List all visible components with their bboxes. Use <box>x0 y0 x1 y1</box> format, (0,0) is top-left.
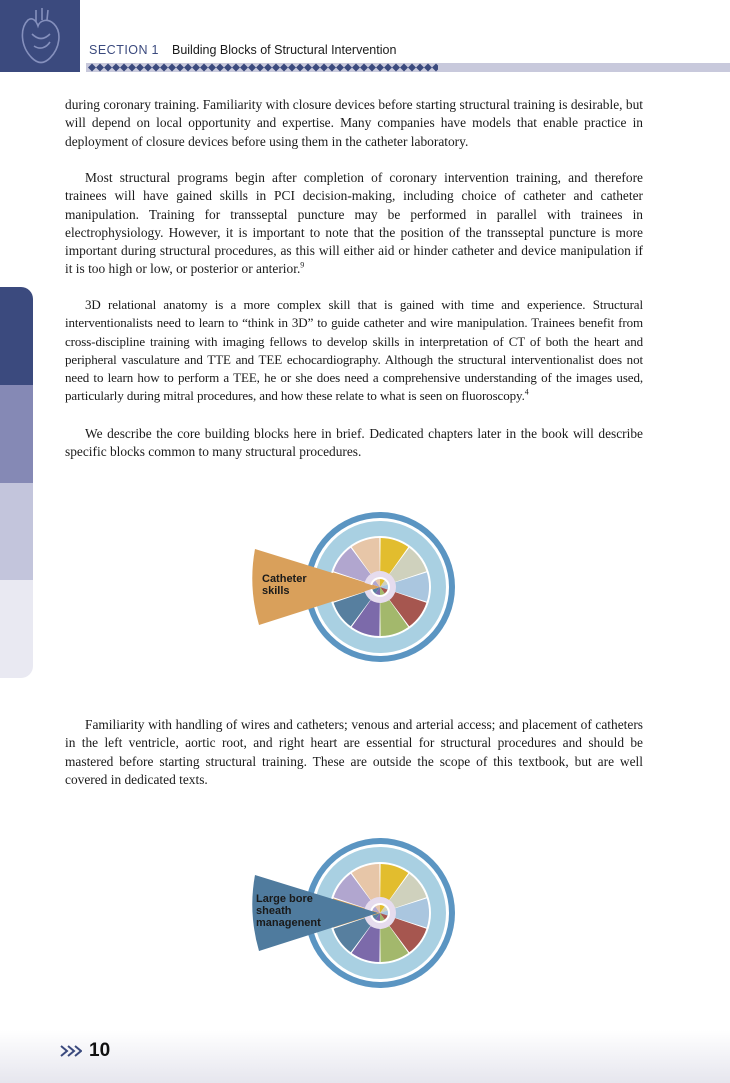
diamond-ornament <box>360 64 368 72</box>
double-chevron-icon <box>60 1045 82 1057</box>
diamond-ornament <box>384 64 392 72</box>
diamond-ornament <box>216 64 224 72</box>
diamond-ornament <box>416 64 424 72</box>
diamond-ornament <box>272 64 280 72</box>
side-tab-3 <box>0 483 33 580</box>
paragraph-2 <box>65 169 643 279</box>
diamond-ornament <box>328 64 336 72</box>
diamond-ornament <box>96 64 104 72</box>
diamond-ornament <box>424 64 432 72</box>
reference-9: 9 <box>300 261 305 271</box>
diamond-ornament <box>248 64 256 72</box>
diamond-ornament <box>192 64 200 72</box>
diamond-ornament <box>128 64 136 72</box>
figure-catheter-skills <box>250 509 460 669</box>
diamond-ornament <box>392 64 400 72</box>
diamond-ornament <box>256 64 264 72</box>
page-number: 10 <box>89 1040 111 1061</box>
diamond-ornament <box>144 64 152 72</box>
diamond-ornament <box>344 64 352 72</box>
diamond-ornament <box>136 64 144 72</box>
paragraph-3-text: 3D relational anatomy is a more complex skill that is gained with time and experience. Structural interventionalists need to learn to “think in 3D” to guide catheter and wire manipulation. Trainees benefit from cross-discipline training with imaging fellows to develop skills in interpretation of CT of both the heart and peripheral vasculature and TTE and TEE echocardiography. Although the structural interventionalist does not need to learn how to perform a TEE, he or she does need a comprehensive understanding of the images used, particularly during mitral procedures, and how these relate to what is seen on fluoroscopy. <box>65 297 643 404</box>
paragraph-5: Familiarity with handling of wires and catheters; venous and arterial access; and placement of catheters in the left ventricle, aortic root, and right heart are essential for structural procedures and should be mastered before starting structural training. These are outside the scope of this textbook, but are well covered in dedicated texts. <box>65 717 643 787</box>
diamond-ornament <box>296 64 304 72</box>
diamond-ornament <box>232 64 240 72</box>
diamond-ornament <box>368 64 376 72</box>
section-number: 1 <box>151 43 159 57</box>
side-tab-4 <box>0 580 33 678</box>
diamond-ornament <box>176 64 184 72</box>
diamond-ornament <box>320 64 328 72</box>
diamond-ornament <box>408 64 416 72</box>
header-diamond-band <box>86 63 730 72</box>
diamond-ornament <box>152 64 160 72</box>
diamond-ornament <box>280 64 288 72</box>
section-title: Building Blocks of Structural Intervention <box>171 43 397 57</box>
section-label: SECTION <box>89 43 149 57</box>
figure-1-label: Catheter skills <box>262 573 307 597</box>
diamond-ornament <box>288 64 296 72</box>
diamond-ornament <box>88 64 96 72</box>
diamond-ornament <box>304 64 312 72</box>
diamond-ornament <box>160 64 168 72</box>
diamond-ornament <box>120 64 128 72</box>
diamond-ornament <box>264 64 272 72</box>
figure-large-bore-sheath <box>250 835 460 995</box>
diamond-ornament <box>376 64 384 72</box>
paragraph-2-text: Most structural programs begin after completion of coronary intervention training, and therefore trainees will have gained skills in PCI decision-making, including choice of catheter and catheter manipulation. Training for transseptal puncture may be performed in parallel with trainees in electrophysiology. However, it is important to note that the position of the transseptal puncture is more important during structural procedures, as this will either aid or hinder catheter and device manipulation if it is too high or low, or posterior or anterior. <box>65 170 643 277</box>
diamond-ornament <box>224 64 232 72</box>
diamond-ornament <box>200 64 208 72</box>
diamond-ornament <box>432 64 438 72</box>
reference-4: 4 <box>524 388 529 398</box>
paragraph-1: during coronary training. Familiarity with closure devices before starting structural training is desirable, but will depend on local opportunity and expertise. Many companies have models that enable practice in deployment of closure devices before using them in the catheter laboratory. <box>65 97 643 149</box>
running-header <box>89 43 396 57</box>
heart-icon <box>14 6 66 68</box>
diamond-ornament <box>336 64 344 72</box>
diamond-ornament <box>240 64 248 72</box>
diamond-ornament <box>184 64 192 72</box>
paragraph-4: We describe the core building blocks here in brief. Dedicated chapters later in the book will describe specific blocks common to many structural procedures. <box>65 426 643 460</box>
diamond-ornament <box>312 64 320 72</box>
diamond-pattern <box>88 63 438 72</box>
chapter-emblem <box>0 0 80 72</box>
side-tab-2 <box>0 385 33 483</box>
diamond-ornament <box>168 64 176 72</box>
diamond-ornament <box>352 64 360 72</box>
side-tab-1 <box>0 287 33 385</box>
paragraph-3 <box>65 296 643 406</box>
diamond-ornament <box>400 64 408 72</box>
diamond-ornament <box>208 64 216 72</box>
figure-2-label: Large bore sheath managenent <box>256 893 321 929</box>
diamond-ornament <box>112 64 120 72</box>
diamond-ornament <box>104 64 112 72</box>
